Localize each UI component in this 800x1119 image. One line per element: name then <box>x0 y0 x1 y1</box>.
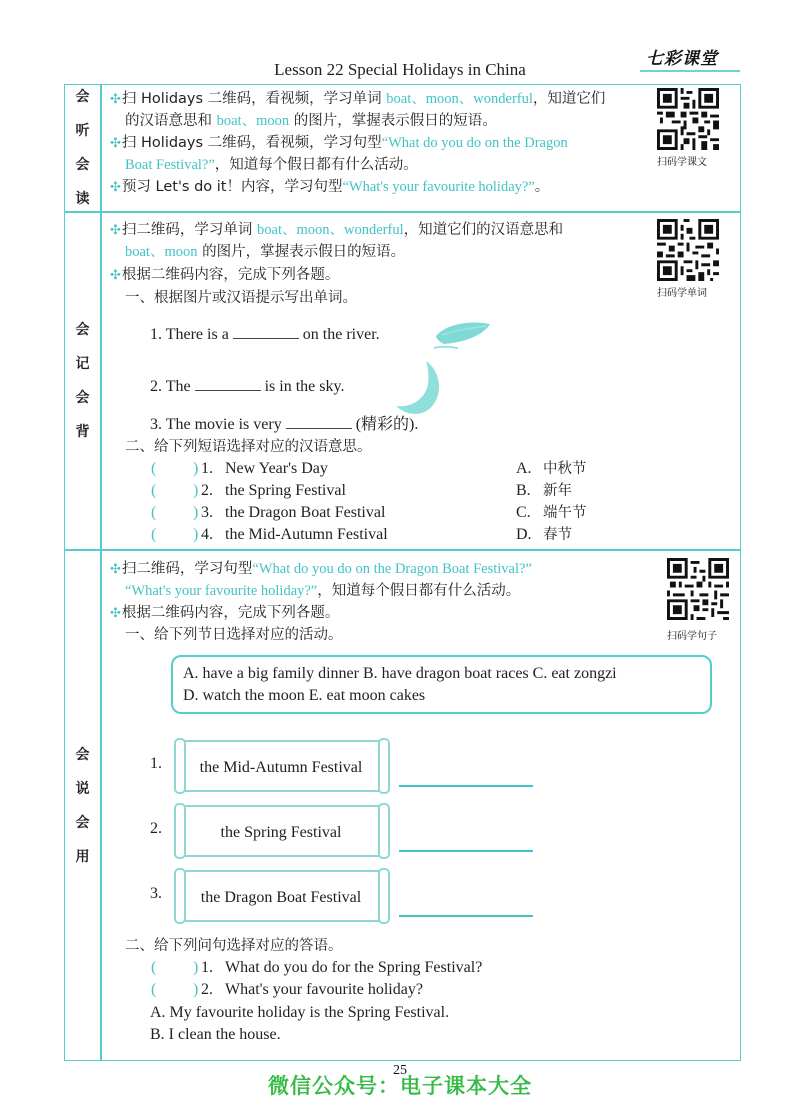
row-divider-2 <box>65 549 740 551</box>
scroll-number: 3. <box>150 885 162 902</box>
s1-line-5: ✣预习 Let's do it！内容，学习句型“What's your favourite holiday?”。 <box>110 179 550 195</box>
side-label-listen-read: 会 听 会 读 <box>75 89 90 207</box>
activity-options-box <box>171 655 712 714</box>
bullet-icon: ✣ <box>110 92 121 107</box>
match-phrase: New Year's Day <box>225 460 328 477</box>
qr-caption-1: 扫码学课文 <box>657 157 707 168</box>
answer-paren-close: ) <box>193 460 199 477</box>
qa-question: What do you do for the Spring Festival? <box>225 959 483 976</box>
brand-logo: 七彩课堂 <box>646 49 718 69</box>
page-number: 25 <box>393 1063 407 1078</box>
answer-blank[interactable] <box>195 377 261 391</box>
answer-paren-close: ) <box>193 959 199 976</box>
qr-code-icon[interactable] <box>657 219 719 281</box>
festival-name: the Spring Festival <box>220 824 342 841</box>
festival-name: the Dragon Boat Festival <box>200 889 362 906</box>
match-option-letter: C. <box>516 504 531 521</box>
s2-line-2: boat、moon 的图片，掌握表示假日的短语。 <box>125 244 406 260</box>
answer-paren-open[interactable]: ( <box>151 526 157 543</box>
bullet-icon: ✣ <box>110 562 121 577</box>
s2-line-1: ✣扫二维码，学习单词 boat、moon、wonderful，知道它们的汉语意思和 <box>110 222 564 238</box>
bullet-icon: ✣ <box>110 606 121 621</box>
s2-question-3: 3. The movie is very (精彩的). <box>150 416 419 433</box>
match-phrase: the Mid-Autumn Festival <box>225 526 388 543</box>
qa-number: 2. <box>201 981 213 998</box>
scroll-number: 1. <box>150 755 162 772</box>
qa-question: What's your favourite holiday? <box>225 981 423 998</box>
answer-option-b: B. I clean the house. <box>150 1026 281 1043</box>
s2-line-3: ✣根据二维码内容，完成下列各题。 <box>110 267 340 283</box>
s2-question-1: 1. There is a on the river. <box>150 326 380 343</box>
s1-line-1: ✣扫 Holidays 二维码，看视频，学习单词 boat、moon、wonderful，知道它们 <box>110 91 606 107</box>
answer-paren-open[interactable]: ( <box>151 981 157 998</box>
scroll-number: 2. <box>150 820 162 837</box>
qr-code-icon[interactable] <box>667 558 729 620</box>
bullet-icon: ✣ <box>110 268 121 283</box>
answer-paren-close: ) <box>193 482 199 499</box>
answer-paren-open[interactable]: ( <box>151 504 157 521</box>
match-number: 1. <box>201 460 213 477</box>
festival-name: the Mid-Autumn Festival <box>199 759 363 776</box>
match-option-text: 春节 <box>543 527 572 543</box>
brand-underline <box>640 70 740 72</box>
s1-line-2: 的汉语意思和 boat、moon 的图片，掌握表示假日的短语。 <box>125 113 497 129</box>
match-option-letter: B. <box>516 482 531 499</box>
s2-part2-title: 二、给下列短语选择对应的汉语意思。 <box>125 439 372 455</box>
answer-blank[interactable] <box>286 415 352 429</box>
activity-options-line-1: A. have a big family dinner B. have dragon boat races C. eat zongzi <box>183 665 617 682</box>
match-option-letter: D. <box>516 526 532 543</box>
match-option-text: 新年 <box>543 483 572 499</box>
match-phrase: the Dragon Boat Festival <box>225 504 386 521</box>
s2-part1-title: 一、根据图片或汉语提示写出单词。 <box>125 290 357 306</box>
match-option-text: 中秋节 <box>543 461 587 477</box>
match-option-text: 端午节 <box>543 505 587 521</box>
qr-caption-3: 扫码学句子 <box>667 631 717 642</box>
bullet-icon: ✣ <box>110 180 121 195</box>
answer-blank[interactable] <box>233 325 299 339</box>
answer-option-a: A. My favourite holiday is the Spring Festival. <box>150 1004 450 1021</box>
lesson-title: Lesson 22 Special Holidays in China <box>274 60 526 79</box>
s3-part2-title: 二、给下列问句选择对应的答语。 <box>125 938 343 954</box>
bullet-icon: ✣ <box>110 136 121 151</box>
watermark: 微信公众号：电子课本大全 <box>268 1074 532 1098</box>
boat-icon <box>432 318 494 350</box>
s3-line-1: ✣扫二维码，学习句型“What do you do on the Dragon Boat Festival?” <box>110 561 532 577</box>
match-phrase: the Spring Festival <box>225 482 346 499</box>
qr-code-icon[interactable] <box>657 88 719 150</box>
answer-paren-close: ) <box>193 526 199 543</box>
activity-options-line-2: D. watch the moon E. eat moon cakes <box>183 687 426 704</box>
match-number: 3. <box>201 504 213 521</box>
s1-line-3: ✣扫 Holidays 二维码，看视频，学习句型“What do you do on the Dragon <box>110 135 568 151</box>
s3-line-3: ✣根据二维码内容，完成下列各题。 <box>110 605 340 621</box>
side-label-speak-use: 会 说 会 用 <box>75 747 90 865</box>
qa-number: 1. <box>201 959 213 976</box>
match-number: 2. <box>201 482 213 499</box>
answer-paren-open[interactable]: ( <box>151 482 157 499</box>
moon-icon <box>392 358 444 416</box>
answer-line[interactable] <box>399 785 533 787</box>
qr-caption-2: 扫码学单词 <box>657 288 707 299</box>
s2-question-2: 2. The is in the sky. <box>150 378 345 395</box>
match-option-letter: A. <box>516 460 532 477</box>
answer-paren-close: ) <box>193 504 199 521</box>
column-divider <box>100 85 102 1060</box>
side-label-remember: 会 记 会 背 <box>75 321 90 440</box>
s3-line-2: “What's your favourite holiday?”，知道每个假日都有什么活动。 <box>125 583 521 599</box>
answer-paren-open[interactable]: ( <box>151 460 157 477</box>
answer-line[interactable] <box>399 850 533 852</box>
bullet-icon: ✣ <box>110 223 121 238</box>
answer-paren-close: ) <box>193 981 199 998</box>
row-divider-1 <box>65 211 740 213</box>
answer-line[interactable] <box>399 915 533 917</box>
match-number: 4. <box>201 526 213 543</box>
s3-part1-title: 一、给下列节日选择对应的活动。 <box>125 627 343 643</box>
s1-line-4: Boat Festival?”，知道每个假日都有什么活动。 <box>125 157 418 173</box>
answer-paren-open[interactable]: ( <box>151 959 157 976</box>
